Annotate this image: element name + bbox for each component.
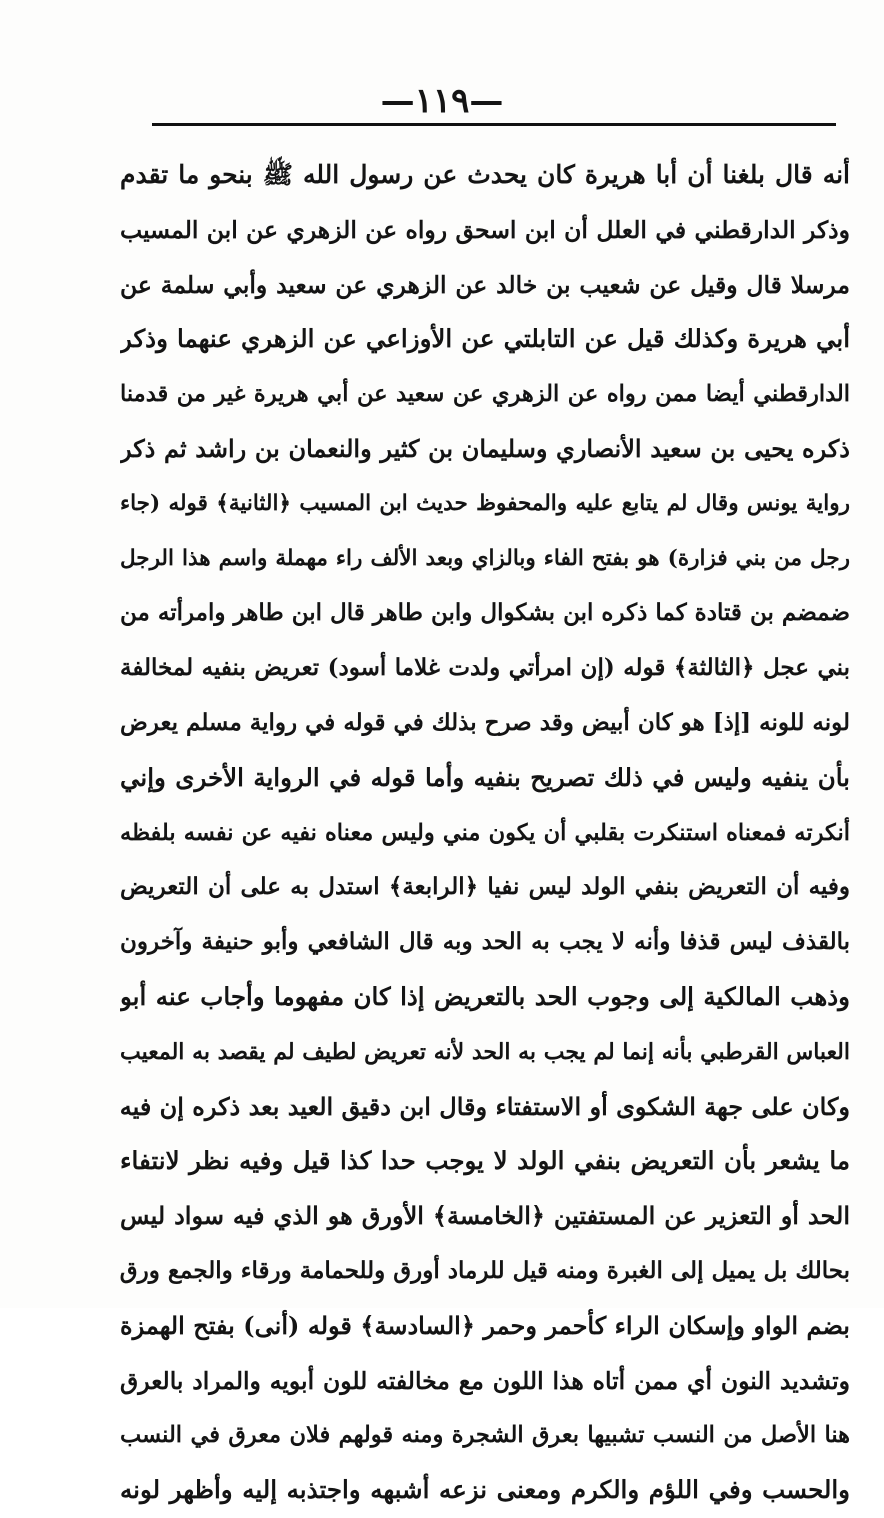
- text-line: لونه للونه [إذ] هو كان أبيض وقد صرح بذلك في قوله في رواية مسلم يعرض: [120, 708, 850, 736]
- text-line: ذكره يحيى بن سعيد الأنصاري وسليمان بن كثير والنعمان بن راشد ثم ذكر: [120, 433, 850, 463]
- text-line: بضم الواو وإسكان الراء كأحمر وحمر ﴿السادسة﴾ قوله (أنى) بفتح الهمزة: [120, 1310, 850, 1340]
- text-line: رجل من بني فزارة) هو بفتح الفاء وبالزاي وبعد الألف راء مهملة واسم هذا الرجل: [120, 545, 850, 571]
- header-rule: [152, 123, 836, 126]
- text-line: بني عجل ﴿الثالثة﴾ قوله (إن امرأتي ولدت غلاما أسود) تعريض بنفيه لمخالفة: [120, 654, 850, 682]
- text-line: وذكر الدارقطني في العلل أن ابن اسحق رواه عن الزهري عن ابن المسيب: [120, 215, 850, 244]
- text-line: العباس القرطبي بأنه إنما لم يجب به الحد لأنه تعريض لطيف لم يقصد به المعيب: [120, 1038, 850, 1065]
- text-line: بحالك بل يميل إلى الغبرة ومنه قيل للرماد أورق وللحمامة ورقاء والجمع ورق: [120, 1256, 850, 1284]
- text-line: وذهب المالكية إلى وجوب الحد بالتعريض إذا كان مفهوما وأجاب عنه أبو: [120, 981, 850, 1011]
- text-line: مرسلا قال وقيل عن شعيب بن خالد عن الزهري عن سعيد وأبي سلمة عن: [120, 270, 850, 299]
- text-line: وكان على جهة الشكوى أو الاستفتاء وقال ابن دقيق العيد بعد ذكره إن فيه: [120, 1091, 850, 1121]
- text-line: أبي هريرة وكذلك قيل عن التابلتي عن الأوزاعي عن الزهري عنهما وذكر: [120, 324, 850, 354]
- text-line: ما يشعر بأن التعريض بنفي الولد لا يوجب حدا كذا قيل وفيه نظر لانتفاء: [120, 1146, 850, 1176]
- text-line: والحسب وفي اللؤم والكرم ومعنى نزعه أشبهه واجتذبه إليه وأظهر لونه: [120, 1475, 850, 1505]
- text-line: وتشديد النون أي ممن أتاه هذا اللون مع مخالفته للون أبويه والمراد بالعرق: [120, 1366, 850, 1395]
- page-header: [0, 76, 884, 126]
- page-number: —١١٩—: [380, 81, 504, 121]
- text-line: أنكرته فمعناه استنكرت بقلبي أن يكون مني وليس معناه نفيه عن نفسه بلفظه: [120, 819, 850, 846]
- text-line: أنه قال بلغنا أن أبا هريرة كان يحدث عن رسول الله ﷺ بنحو ما تقدم: [120, 160, 850, 189]
- text-line: رواية يونس وقال لم يتابع عليه والمحفوظ حديث ابن المسيب ﴿الثانية﴾ قوله (جاء: [120, 490, 850, 516]
- text-line: هنا الأصل من النسب تشبيها بعرق الشجرة ومنه قولهم فلان معرق في النسب: [120, 1422, 850, 1449]
- text-line: بالقذف ليس قذفا وأنه لا يجب به الحد وبه قال الشافعي وأبو حنيفة وآخرون: [120, 928, 850, 956]
- text-line: الحد أو التعزير عن المستفتين ﴿الخامسة﴾ الأورق هو الذي فيه سواد ليس: [120, 1201, 850, 1231]
- text-body: [120, 148, 850, 1518]
- text-line: الدارقطني أيضا ممن رواه عن الزهري عن سعيد عن أبي هريرة غير من قدمنا: [120, 381, 850, 408]
- text-line: ضمضم بن قتادة كما ذكره ابن بشكوال وابن طاهر قال ابن طاهر وامرأته من: [120, 599, 850, 627]
- text-line: بأن ينفيه وليس في ذلك تصريح بنفيه وأما قوله في الرواية الأخرى وإني: [120, 762, 850, 792]
- text-line: وفيه أن التعريض بنفي الولد ليس نفيا ﴿الرابعة﴾ استدل به على أن التعريض: [120, 873, 850, 901]
